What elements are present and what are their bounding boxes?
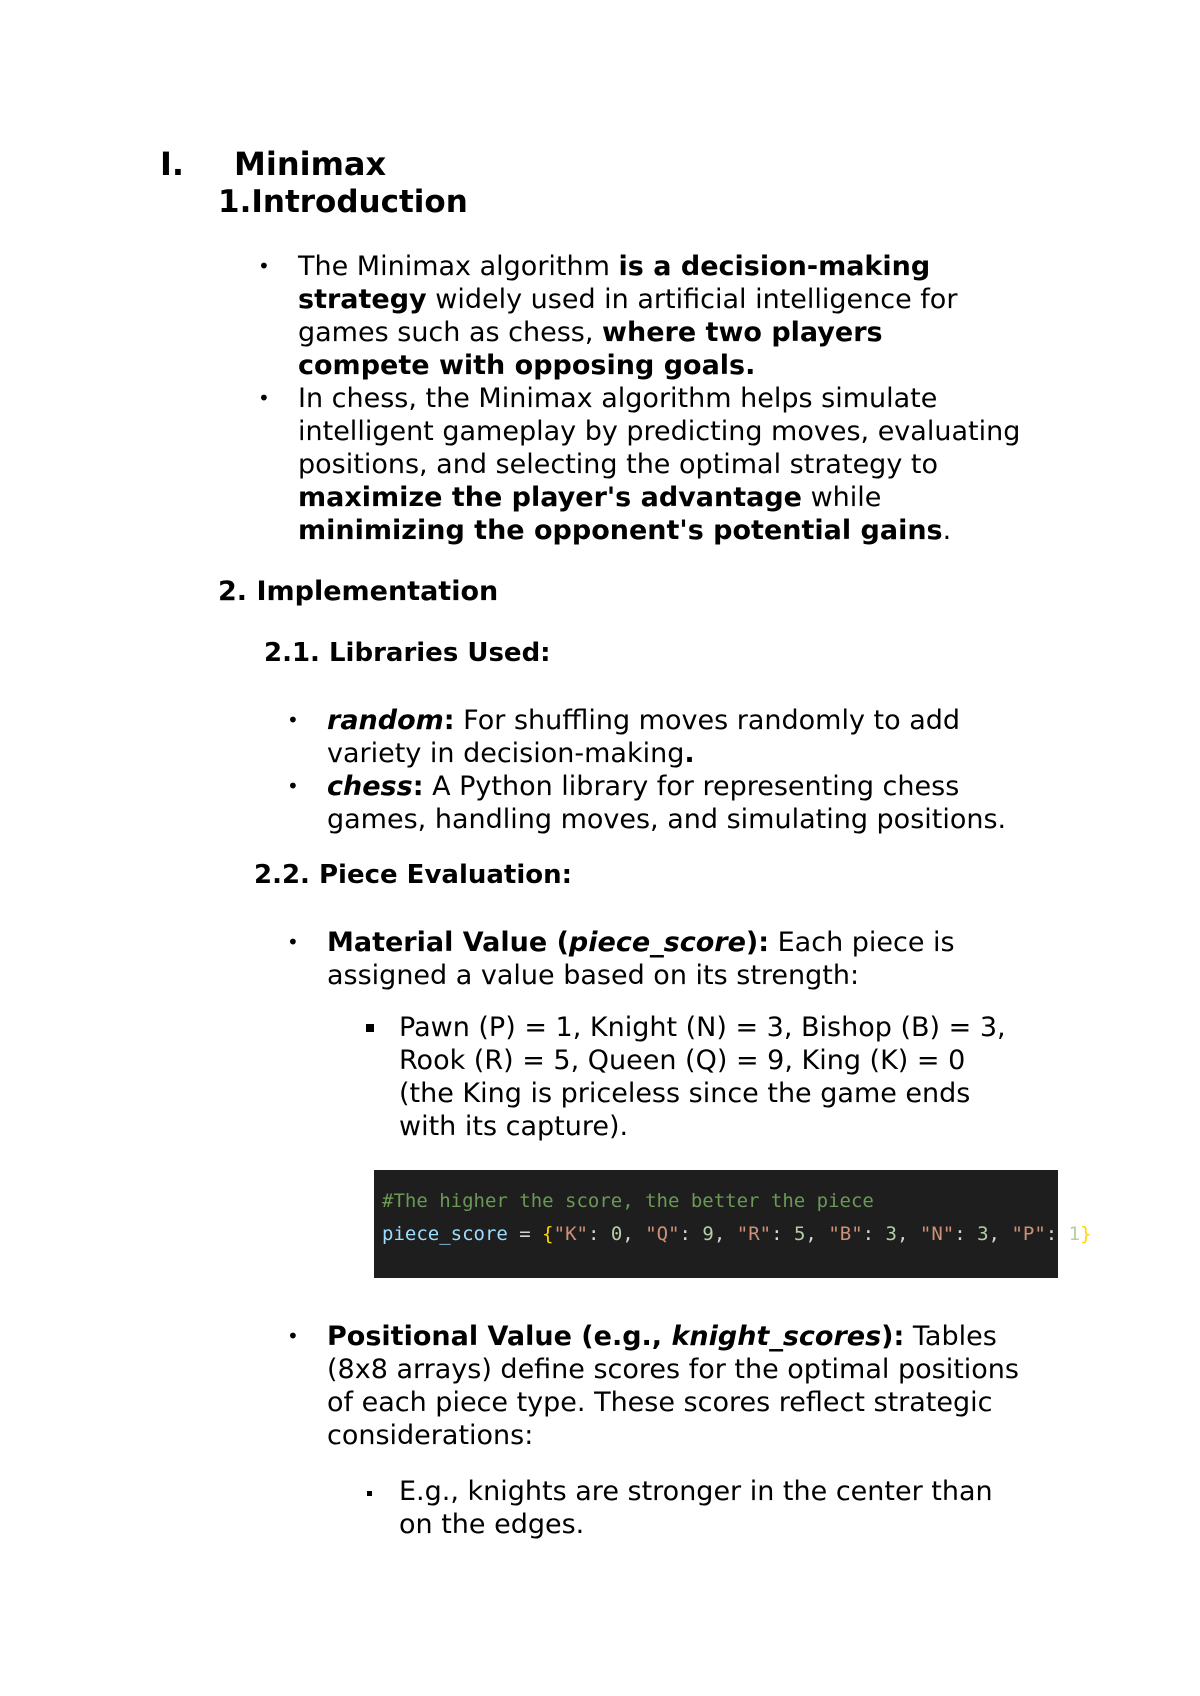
text: Each piece is	[769, 927, 955, 958]
text: E.g., knights are stronger in the center than	[399, 1476, 993, 1507]
text: games, handling moves, and simulating positions.	[327, 804, 1007, 835]
section-title: Minimax	[234, 145, 387, 183]
text-bold: is a decision-making	[618, 251, 931, 282]
text: Pawn (P) = 1, Knight (N) = 3, Bishop (B) = 3,	[399, 1012, 1006, 1043]
text: of each piece type. These scores reflect strategic	[327, 1387, 993, 1418]
code-number: 1	[1068, 1223, 1081, 1245]
text-bold: ):	[745, 927, 770, 958]
text-bold: ):	[881, 1321, 905, 1352]
code-punct: :	[587, 1223, 611, 1245]
code-punct: ,	[805, 1223, 829, 1245]
text-bold: compete with opposing goals.	[298, 350, 756, 381]
library-name: chess	[327, 771, 413, 802]
code-punct: :	[771, 1223, 794, 1245]
text: games such as chess,	[298, 317, 603, 348]
text: Rook (R) = 5, Queen (Q) = 9, King (K) = 0	[399, 1045, 966, 1076]
text: widely used in artificial intelligence for	[426, 284, 958, 315]
text-bold: :	[412, 771, 424, 802]
text-bold: maximize the player's advantage	[298, 482, 802, 513]
bullet-dot-icon: •	[287, 774, 299, 798]
code-operator: =	[507, 1223, 543, 1245]
code-punct: :	[862, 1223, 886, 1245]
text: (the King is priceless since the game ends	[399, 1078, 971, 1109]
square-bullet-icon	[367, 1491, 372, 1496]
code-number: 0	[610, 1223, 623, 1245]
text-bold: Material Value (	[327, 927, 569, 958]
text: on the edges.	[399, 1509, 585, 1540]
code-punct: ,	[988, 1223, 1012, 1245]
text-bold: .	[684, 738, 695, 769]
text: intelligent gameplay by predicting moves, evaluating	[298, 416, 1021, 447]
code-string: "N"	[919, 1223, 955, 1245]
text: In chess, the Minimax algorithm helps simulate	[298, 383, 938, 414]
code-string: "P"	[1011, 1223, 1046, 1245]
code-string: "Q"	[645, 1223, 680, 1245]
text-bold: strategy	[298, 284, 427, 315]
bullet-dot-icon: •	[287, 708, 299, 732]
code-punct: :	[679, 1223, 703, 1245]
code-block	[374, 1170, 1092, 1278]
bullet-dot-icon: •	[287, 930, 299, 954]
text-bold: minimizing the opponent's potential gains	[298, 515, 943, 546]
text: positions, and selecting the optimal strategy to	[298, 449, 938, 480]
code-number: 3	[977, 1223, 989, 1245]
code-string: "K"	[553, 1223, 588, 1245]
text-bold-italic: knight_scores	[671, 1321, 882, 1352]
code-number: 9	[702, 1223, 714, 1245]
text-bold: Positional Value (e.g.,	[327, 1321, 672, 1352]
code-number: 3	[885, 1223, 897, 1245]
code-number: 5	[793, 1223, 806, 1245]
text: considerations:	[327, 1420, 534, 1451]
implementation-heading: 2. Implementation	[218, 576, 499, 607]
bullet-dot-icon: •	[258, 386, 270, 410]
bullet-dot-icon: •	[258, 254, 270, 278]
section-numeral: I.	[160, 145, 185, 183]
text: with its capture).	[399, 1111, 629, 1142]
code-punct: ,	[713, 1223, 737, 1245]
text-bold: where two players	[602, 317, 883, 348]
intro-heading: 1.Introduction	[218, 184, 468, 220]
code-punct: :	[954, 1223, 978, 1245]
text: For shuffling moves randomly to add	[454, 705, 961, 736]
text-bold-italic: piece_score	[568, 927, 746, 958]
text: variety in decision-making	[327, 738, 685, 769]
libraries-heading: 2.1. Libraries Used:	[264, 638, 551, 668]
text: A Python library for representing chess	[423, 771, 960, 802]
code-punct: ,	[622, 1223, 646, 1245]
code-brace: {	[542, 1223, 554, 1245]
code-string: "B"	[828, 1223, 863, 1245]
code-comment: #The higher the score, the better the piece	[382, 1190, 874, 1212]
text: Tables	[904, 1321, 997, 1352]
bullet-dot-icon: •	[287, 1324, 299, 1348]
text: The Minimax algorithm	[298, 251, 619, 282]
square-bullet-icon	[366, 1024, 374, 1032]
text: while	[801, 482, 882, 513]
text: .	[942, 515, 952, 546]
code-brace: }	[1080, 1223, 1092, 1245]
code-line	[382, 1223, 1092, 1245]
text: (8x8 arrays) define scores for the optimal positions	[327, 1354, 1019, 1385]
library-name: random	[327, 705, 444, 736]
text-bold: :	[443, 705, 455, 736]
code-punct: ,	[896, 1223, 920, 1245]
evaluation-heading: 2.2. Piece Evaluation:	[254, 860, 573, 890]
code-punct: :	[1045, 1223, 1069, 1245]
text: assigned a value based on its strength:	[327, 960, 860, 991]
code-string: "R"	[736, 1223, 772, 1245]
code-variable: piece_score	[382, 1223, 508, 1245]
